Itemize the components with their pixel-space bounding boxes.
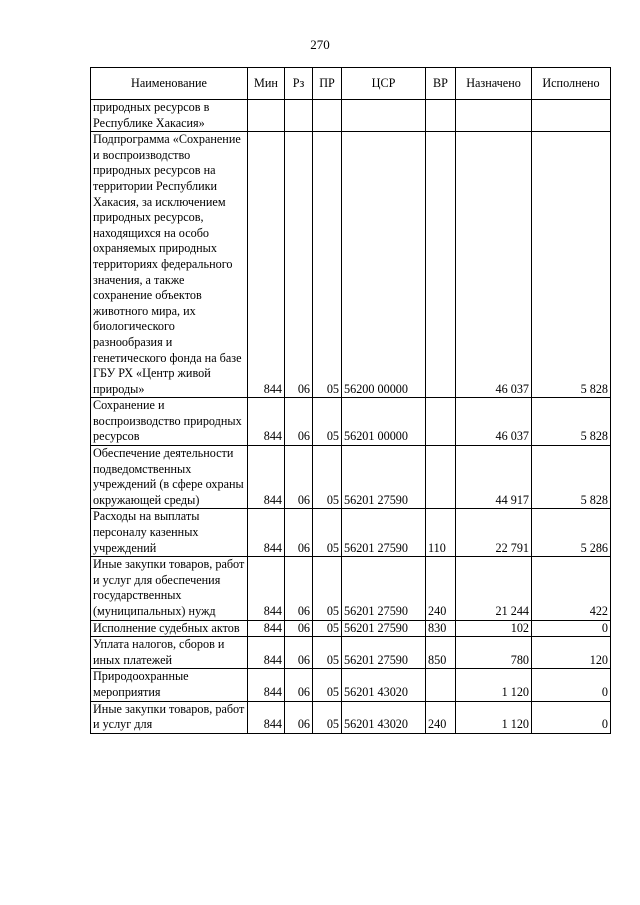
row-min: 844 — [248, 398, 285, 446]
row-vr — [426, 132, 456, 398]
table-row — [91, 557, 611, 620]
row-rz: 06 — [285, 446, 313, 509]
row-name: Расходы на выплаты персоналу казенных учреждений — [91, 509, 248, 557]
row-assigned: 21 244 — [456, 557, 532, 620]
row-name: Исполнение судебных актов — [91, 620, 248, 637]
table-row — [91, 637, 611, 669]
row-pr: 05 — [313, 701, 342, 733]
row-min: 844 — [248, 446, 285, 509]
row-csr: 56201 00000 — [342, 398, 426, 446]
row-executed: 5 286 — [532, 509, 611, 557]
table-row — [91, 398, 611, 446]
row-rz: 06 — [285, 398, 313, 446]
row-csr: 56201 27590 — [342, 620, 426, 637]
header-executed: Исполнено — [532, 68, 611, 100]
row-min: 844 — [248, 669, 285, 701]
row-rz: 06 — [285, 509, 313, 557]
row-pr: 05 — [313, 509, 342, 557]
table-row — [91, 446, 611, 509]
row-assigned — [456, 100, 532, 132]
header-min: Мин — [248, 68, 285, 100]
row-min: 844 — [248, 509, 285, 557]
row-min — [248, 100, 285, 132]
row-rz: 06 — [285, 637, 313, 669]
row-executed: 0 — [532, 669, 611, 701]
row-pr: 05 — [313, 446, 342, 509]
row-rz: 06 — [285, 620, 313, 637]
row-assigned: 1 120 — [456, 669, 532, 701]
row-executed: 422 — [532, 557, 611, 620]
row-csr: 56201 27590 — [342, 637, 426, 669]
row-csr: 56201 43020 — [342, 669, 426, 701]
table-row — [91, 509, 611, 557]
row-pr: 05 — [313, 620, 342, 637]
row-name: Обеспечение деятельности подведомственных учреждений (в сфере охраны окружающей среды) — [91, 446, 248, 509]
row-name: Иные закупки товаров, работ и услуг для обеспечения государственных (муниципальных) нужд — [91, 557, 248, 620]
row-pr: 05 — [313, 398, 342, 446]
header-row — [91, 68, 611, 100]
row-csr: 56201 27590 — [342, 557, 426, 620]
row-assigned: 22 791 — [456, 509, 532, 557]
row-pr: 05 — [313, 637, 342, 669]
header-name: Наименование — [91, 68, 248, 100]
row-assigned: 46 037 — [456, 132, 532, 398]
header-pr: ПР — [313, 68, 342, 100]
row-executed: 0 — [532, 620, 611, 637]
row-assigned: 1 120 — [456, 701, 532, 733]
row-executed: 5 828 — [532, 132, 611, 398]
header-rz: Рз — [285, 68, 313, 100]
budget-table — [90, 67, 611, 734]
row-csr: 56201 27590 — [342, 509, 426, 557]
header-assigned: Назначено — [456, 68, 532, 100]
row-min: 844 — [248, 620, 285, 637]
row-csr — [342, 100, 426, 132]
table-row — [91, 701, 611, 733]
row-pr: 05 — [313, 557, 342, 620]
row-rz — [285, 100, 313, 132]
row-rz: 06 — [285, 669, 313, 701]
row-vr — [426, 100, 456, 132]
row-vr: 850 — [426, 637, 456, 669]
table-row — [91, 132, 611, 398]
row-pr: 05 — [313, 669, 342, 701]
row-vr — [426, 398, 456, 446]
row-name: Подпрограмма «Сохранение и воспроизводство природных ресурсов на территории Республики Хакасия, за исключением природных ресурсов, находящихся на особо охраняемых природных территориях федерального значения, а также сохранение объектов животного мира, их биологического разнообразия и генетического фонда на базе ГБУ РХ «Центр живой природы» — [91, 132, 248, 398]
row-min: 844 — [248, 637, 285, 669]
row-vr: 830 — [426, 620, 456, 637]
row-assigned: 780 — [456, 637, 532, 669]
row-executed: 5 828 — [532, 398, 611, 446]
row-vr — [426, 446, 456, 509]
row-executed: 120 — [532, 637, 611, 669]
page-number: 270 — [310, 37, 330, 52]
row-rz: 06 — [285, 557, 313, 620]
row-min: 844 — [248, 132, 285, 398]
row-executed: 0 — [532, 701, 611, 733]
row-pr: 05 — [313, 132, 342, 398]
row-name: Сохранение и воспроизводство природных ресурсов — [91, 398, 248, 446]
row-rz: 06 — [285, 132, 313, 398]
header-vr: ВР — [426, 68, 456, 100]
row-csr: 56200 00000 — [342, 132, 426, 398]
table-row — [91, 620, 611, 637]
row-vr — [426, 669, 456, 701]
row-name: Иные закупки товаров, работ и услуг для — [91, 701, 248, 733]
table-row — [91, 100, 611, 132]
row-csr: 56201 27590 — [342, 446, 426, 509]
row-pr — [313, 100, 342, 132]
row-min: 844 — [248, 557, 285, 620]
row-assigned: 102 — [456, 620, 532, 637]
row-vr: 110 — [426, 509, 456, 557]
row-name: природных ресурсов в Республике Хакасия» — [91, 100, 248, 132]
row-rz: 06 — [285, 701, 313, 733]
row-name: Уплата налогов, сборов и иных платежей — [91, 637, 248, 669]
row-vr: 240 — [426, 701, 456, 733]
row-name: Природоохранные мероприятия — [91, 669, 248, 701]
row-executed: 5 828 — [532, 446, 611, 509]
row-assigned: 44 917 — [456, 446, 532, 509]
row-min: 844 — [248, 701, 285, 733]
table-row — [91, 669, 611, 701]
row-csr: 56201 43020 — [342, 701, 426, 733]
header-csr: ЦСР — [342, 68, 426, 100]
row-executed — [532, 100, 611, 132]
row-vr: 240 — [426, 557, 456, 620]
row-assigned: 46 037 — [456, 398, 532, 446]
